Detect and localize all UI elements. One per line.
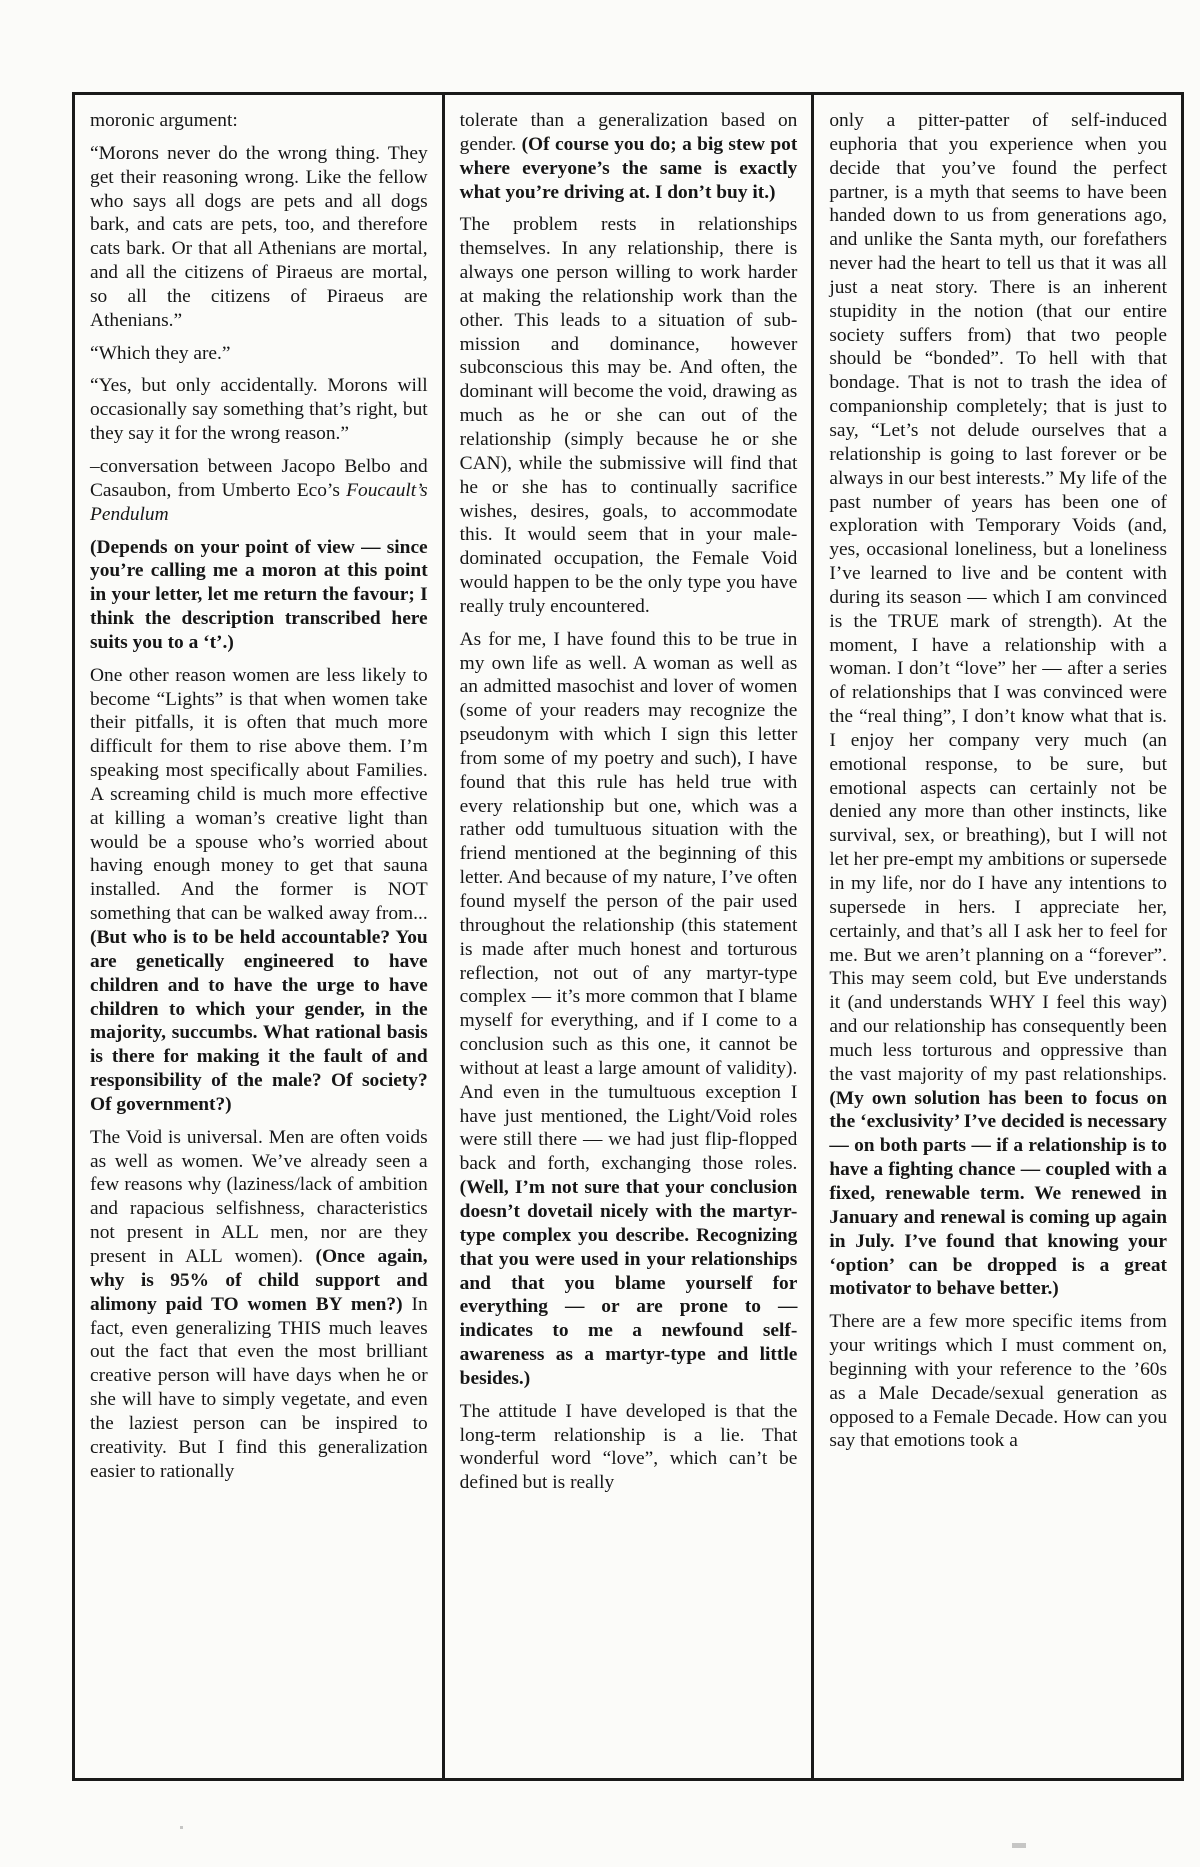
column-2 bbox=[442, 95, 812, 1778]
editor-reply-text: (Of course you do; a big stew pot where everyone’s the same is exactly what you’re driving at. I don’t buy it.) bbox=[459, 133, 798, 203]
editor-reply-text: (But who is to be held accountable? You are genetically engineered to have children and to have the urge to have children to which your gender, in the majority, succumbs. What rational basis is there for making it the fault of and responsibility of the male? Of society? Of government?) bbox=[90, 927, 428, 1115]
body-text: The Void is universal. Men are often voids as well as women. We’ve already seen a few reasons why (laziness/lack of ambition and rapacious selfishness, characteristics not present in ALL men, nor are they present in ALL women). bbox=[90, 1126, 428, 1267]
quote-text: “Yes, but only accidentally. Morons will occasionally say something that’s right, but they say it for the wrong reason.” bbox=[90, 375, 428, 445]
scan-speck bbox=[1012, 1843, 1026, 1848]
body-text: There are a few more specific items from your writings which I must comment on, beginning with your reference to the ’60s as a Male Decade/sexual generation as opposed to a Female Decade. How can you say that emotions took a bbox=[829, 1311, 1168, 1452]
body-text: In fact, even generalizing THIS much leaves out the fact that even the most brilliant creative person will have days when he or she will have to simply vegetate, and even the laziest person can be inspired to creativity. But I find this generalization easier to rationally bbox=[90, 1293, 428, 1482]
body-text: One other reason women are less likely to become “Lights” is that when women take their pitfalls, it is often that much more difficult for them to rise above them. I’m speaking most specifically about Families. A screaming child is much more effective at killing a woman’s creative light than would be a spouse who’s worried about having enough money to get that sauna installed. And the former is NOT something that can be walked away from... bbox=[90, 664, 428, 925]
attribution-text: –conversation between Jacopo Belbo and Casaubon, from Umberto Eco’s bbox=[90, 455, 428, 501]
paragraph bbox=[90, 142, 428, 333]
paragraph bbox=[90, 109, 428, 133]
editor-reply-text: (My own solution has been to focus on the ‘exclusivity’ I’ve decided is necessary — on both parts — if a relationship is to have a fighting chance — coupled with a fixed, renewable term. We renewed in January and renewal is coming up again in July. I’ve found that knowing your ‘option’ can be dropped is a great motivator to behave better.) bbox=[829, 1087, 1168, 1300]
letter-frame bbox=[72, 92, 1184, 1781]
paragraph bbox=[90, 342, 428, 366]
paragraph bbox=[460, 213, 798, 618]
paragraph bbox=[90, 374, 428, 446]
body-text: only a pitter-patter of self-induced euphoria that you experience when you decide that you’ve found the perfect partner, is a myth that seems to have been handed down to us from generations ago, and unlike the Santa myth, our forefathers never had the heart to tell us that it was all just a neat story. There is an inherent stupidity in the notion (that our entire society suffers from) that two people should be “bonded”. To hell with that bondage. That is not to trash the idea of companionship completely; that is just to say, “Let’s not delude ourselves that a relationship is going to last forever or be always in our best interests.” My life of the past number of years has been one of exploration with Temporary Voids (and, yes, occasional loneliness, but a loneliness I’ve learned to live and be content with during its season — which I am convinced is the TRUE mark of strength). At the moment, I have a relationship with a woman. I don’t “love” her — after a series of relationships that I was convinced were the “real thing”, I don’t know what that is. I enjoy her company very much (an emotional response, to be sure, but emotional aspects can certainly not be denied any more than other instincts, like survival, sex, or breathing), but I will not let her pre-empt my ambitions or supersede in my life, nor do I have any intentions to supersede in hers. I appreciate her, certainly, and that’s all I ask her to feel for me. But we aren’t planning on a “forever”. This may seem cold, but Eve understands it (and understands WHY I feel this way) and our relationship has consequently been much less torturous and oppressive than the vast majority of my past relationships. bbox=[829, 110, 1168, 1085]
column-3 bbox=[811, 95, 1181, 1778]
editor-reply-text: (Depends on your point of view — since you’re calling me a moron at this point in your letter, let me return the favour; I think the description transcribed here suits you to a ‘t’.) bbox=[90, 536, 428, 653]
attribution bbox=[90, 455, 428, 527]
editor-reply-text: (Well, I’m not sure that your conclusion doesn’t dovetail nicely with the martyr-type complex you describe. Recognizing that you were used in your relationships and that you blame yourself for everything — or are prone to — indicates to me a newfound self-awareness as a martyr-type and little besides.) bbox=[459, 1177, 798, 1389]
quote-text: “Morons never do the wrong thing. They get their reasoning wrong. Like the fellow who says all dogs are pets and all dogs bark, and cats are pets, too, and therefore cats bark. Or that all Athenians are mortal, and all the citizens of Piraeus are mortal, so all the citizens of Piraeus are Athenians.” bbox=[90, 142, 428, 331]
paragraph bbox=[460, 1400, 798, 1495]
body-text: tolerate than a generalization based on gender. bbox=[459, 110, 798, 155]
paragraph bbox=[460, 628, 798, 1391]
paragraph bbox=[829, 1310, 1167, 1453]
body-text: As for me, I have found this to be true in my own life as well. A woman as well as an admitted masochist and lover of women (some of your readers may recognize the pseudonym with which I sign this letter from some of my poetry and such), I have found that this rule has held true with every relationship but one, which was a rather odd tumultuous situation with the friend mentioned at the beginning of this letter. And because of my nature, I’ve often found myself the person of the pair used throughout the relationship (this statement is made after much honest and torturous reflection, not out of any martyr-type complex — it’s more common that I blame myself for everything, and if I come to a conclusion such as this one, it cannot be without at least a large amount of validity). And even in the tumultuous exception I have just mentioned, the Light/Void roles were still there — we had just flip-flopped back and forth, exchanging those roles. bbox=[459, 628, 798, 1175]
body-text: The problem rests in relationships themselves. In any relationship, there is always one person willing to work harder at making the relationship work than the other. This leads to a situation of submission and dominance, however subconscious this may be. And often, the dominant will become the void, drawing as much as he or she can out of the relationship (simply because he or she CAN), while the submissive will find that he or she has to continually sacrifice wishes, desires, goals, to accommodate this. It would seem that in your male-dominated occupation, the Female Void would happen to be the only type you have really truly encountered. bbox=[459, 214, 798, 617]
scan-speck bbox=[180, 1826, 183, 1829]
paragraph bbox=[460, 109, 798, 204]
paragraph bbox=[90, 1126, 428, 1484]
paragraph bbox=[829, 109, 1167, 1301]
quote-text: “Which they are.” bbox=[90, 342, 231, 364]
body-text: The attitude I have developed is that the long-term relationship is a lie. That wonderful word “love”, which can’t be defined but is really bbox=[459, 1400, 798, 1494]
editor-reply bbox=[90, 536, 428, 655]
column-1 bbox=[75, 95, 442, 1778]
body-text: moronic argument: bbox=[90, 110, 238, 131]
editor-reply-text: (Once again, why is 95% of child support and alimony paid TO women BY men?) bbox=[90, 1245, 428, 1315]
paragraph bbox=[90, 664, 428, 1117]
book-title: Foucault’s Pendulum bbox=[90, 479, 428, 525]
